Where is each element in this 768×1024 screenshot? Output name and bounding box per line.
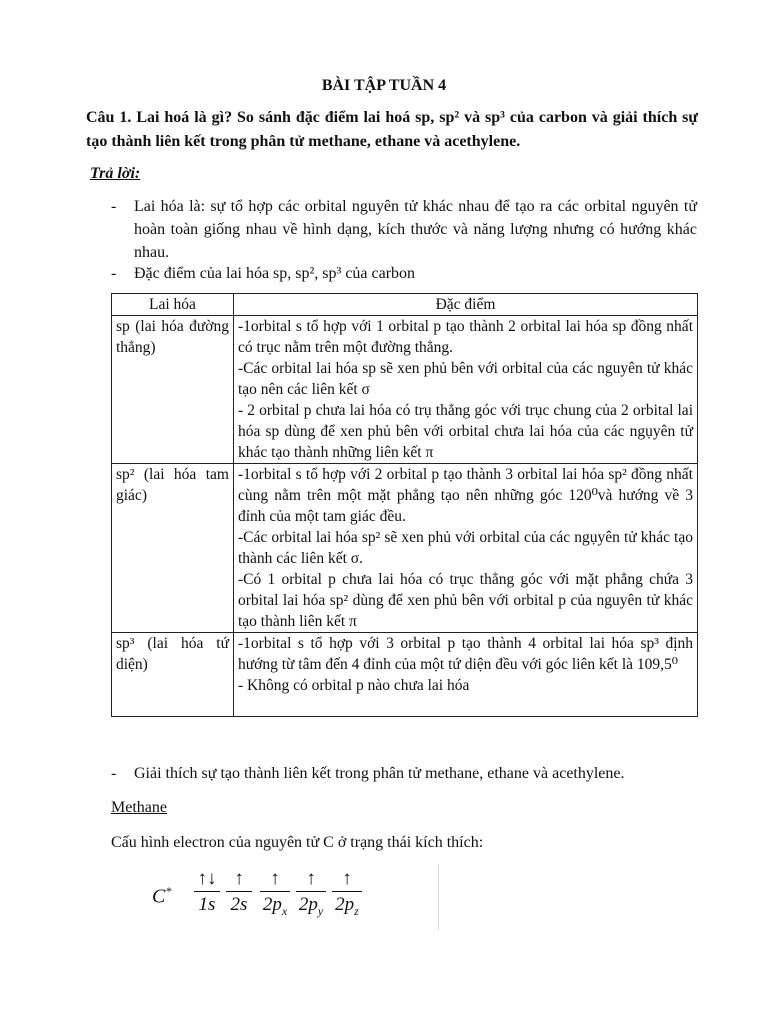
description-line: - Không có orbital p nào chưa lai hóa — [238, 677, 470, 694]
electron-arrow-icon: ↑ — [306, 868, 316, 889]
orbital-label-text: 1s — [198, 894, 216, 915]
cell-description — [234, 633, 698, 717]
table-row — [112, 633, 698, 717]
electron-arrow-icon: ↑ — [234, 868, 244, 889]
bullet-definition — [111, 195, 697, 264]
cell-description — [234, 316, 698, 464]
question-text: Câu 1. Lai hoá là gì? So sánh đặc điểm lai hoá sp, sp² và sp³ của carbon và giải thích sự tạo thành liên kết trong phân tử methane, ethane và acethylene. — [86, 109, 698, 150]
electron-config-text: Cấu hình electron của nguyên tử C ở trạng thái kích thích: — [111, 834, 484, 851]
cell-type: sp² (lai hóa tam giác) — [112, 464, 234, 633]
description-line: - 2 orbital p chưa lai hóa có trụ thẳng góc với trục chung của 2 orbital lai hóa sp dùng để xen phủ bên với orbital chưa lai hóa của các ngụyên tử khác tạo thành những liên kết π — [238, 402, 693, 461]
hybridization-table — [111, 293, 698, 717]
section-heading-methane: Methane — [111, 799, 167, 816]
orbital-box-2pz — [330, 868, 364, 924]
header-characteristics: Đặc điểm — [234, 294, 698, 316]
bullet-explanation — [111, 762, 697, 785]
spacer — [238, 696, 693, 716]
orbital-label-sub: y — [317, 903, 324, 918]
bullet-text: Giải thích sự tạo thành liên kết trong phân tử methane, ethane và acethylene. — [134, 765, 625, 782]
excited-mark: * — [165, 884, 172, 898]
cell-description — [234, 464, 698, 633]
orbital-label-text: 2p — [262, 894, 282, 915]
answer-label: Trả lời: — [90, 165, 141, 182]
page-title: BÀI TẬP TUẦN 4 — [321, 77, 447, 94]
cell-type: sp³ (lai hóa tứ diện) — [112, 633, 234, 717]
orbital-label — [294, 892, 328, 924]
orbital-box-1s — [192, 868, 222, 924]
orbital-label — [192, 892, 222, 924]
table-header-row — [112, 294, 698, 316]
orbital-label-text: 2s — [230, 894, 248, 915]
orbital-diagram — [140, 864, 440, 930]
description-line: -1orbital s tổ hợp với 2 orbital p tạo thành 3 orbital lai hóa sp² đồng nhất cùng nằm trên một mặt phẳng tạo nên những góc 120⁰và hướng về 3 đỉnh của một tam giác đều. — [238, 466, 693, 525]
atom-symbol — [152, 880, 171, 909]
bullet-dash: - — [111, 198, 117, 215]
orbital-label-text: 2p — [298, 894, 318, 915]
orbital-box-2s — [224, 868, 254, 924]
image-edge-divider — [438, 864, 439, 930]
orbital-label — [330, 892, 364, 924]
bullet-text: Lai hóa là: sự tổ hợp các orbital nguyên tử khác nhau để tạo ra các orbital nguyên tử hoàn toàn giống nhau về hình dạng, kích thước và năng lượng nhưng có hướng khác nhau. — [134, 198, 697, 261]
bullet-dash: - — [111, 765, 117, 782]
electron-arrow-icon: ↑ — [270, 868, 280, 889]
orbital-label-sub: z — [354, 903, 359, 918]
description-line: -Có 1 orbital p chưa lai hóa có trục thẳng góc với mặt phẳng chứa 3 orbital lai hóa sp² dùng để xen phủ bên với orbital p của nguyên tử khác tạo thành liên kết π — [238, 571, 693, 630]
orbital-box-2py — [294, 868, 328, 924]
table-row — [112, 316, 698, 464]
header-hybridization: Lai hóa — [112, 294, 234, 316]
orbital-box-2px — [258, 868, 292, 924]
description-line: -1orbital s tổ hợp với 3 orbital p tạo thành 4 orbital lai hóa sp³ định hướng từ tâm đến 4 đỉnh của một tứ diện đều với góc liên kết là 109,5⁰ — [238, 635, 693, 673]
description-line: -Các orbital lai hóa sp² sẽ xen phủ với orbital của các ngụyên tử khác tạo thành các liên kết σ. — [238, 529, 693, 567]
bullet-characteristics — [111, 262, 697, 285]
electron-arrow-icon: ↑ — [342, 868, 352, 889]
cell-type: sp (lai hóa đường thẳng) — [112, 316, 234, 464]
orbital-label-text: 2p — [335, 894, 355, 915]
bullet-text: Đặc điểm của lai hóa sp, sp², sp³ của carbon — [134, 265, 416, 282]
orbital-label — [224, 892, 254, 924]
orbital-label — [258, 892, 292, 924]
description-line: -1orbital s tổ hợp với 1 orbital p tạo thành 2 orbital lai hóa sp đồng nhất có trục nằm trên một đường thẳng. — [238, 318, 693, 356]
table-row — [112, 464, 698, 633]
bullet-dash: - — [111, 265, 117, 282]
electron-arrows-icon: ↑↓ — [197, 868, 217, 889]
atom-letter: C — [152, 885, 166, 908]
orbital-label-sub: x — [281, 903, 288, 918]
description-line: -Các orbital lai hóa sp sẽ xen phủ bên với orbital của các nguyên tử khác tạo nên các liên kết σ — [238, 360, 693, 398]
